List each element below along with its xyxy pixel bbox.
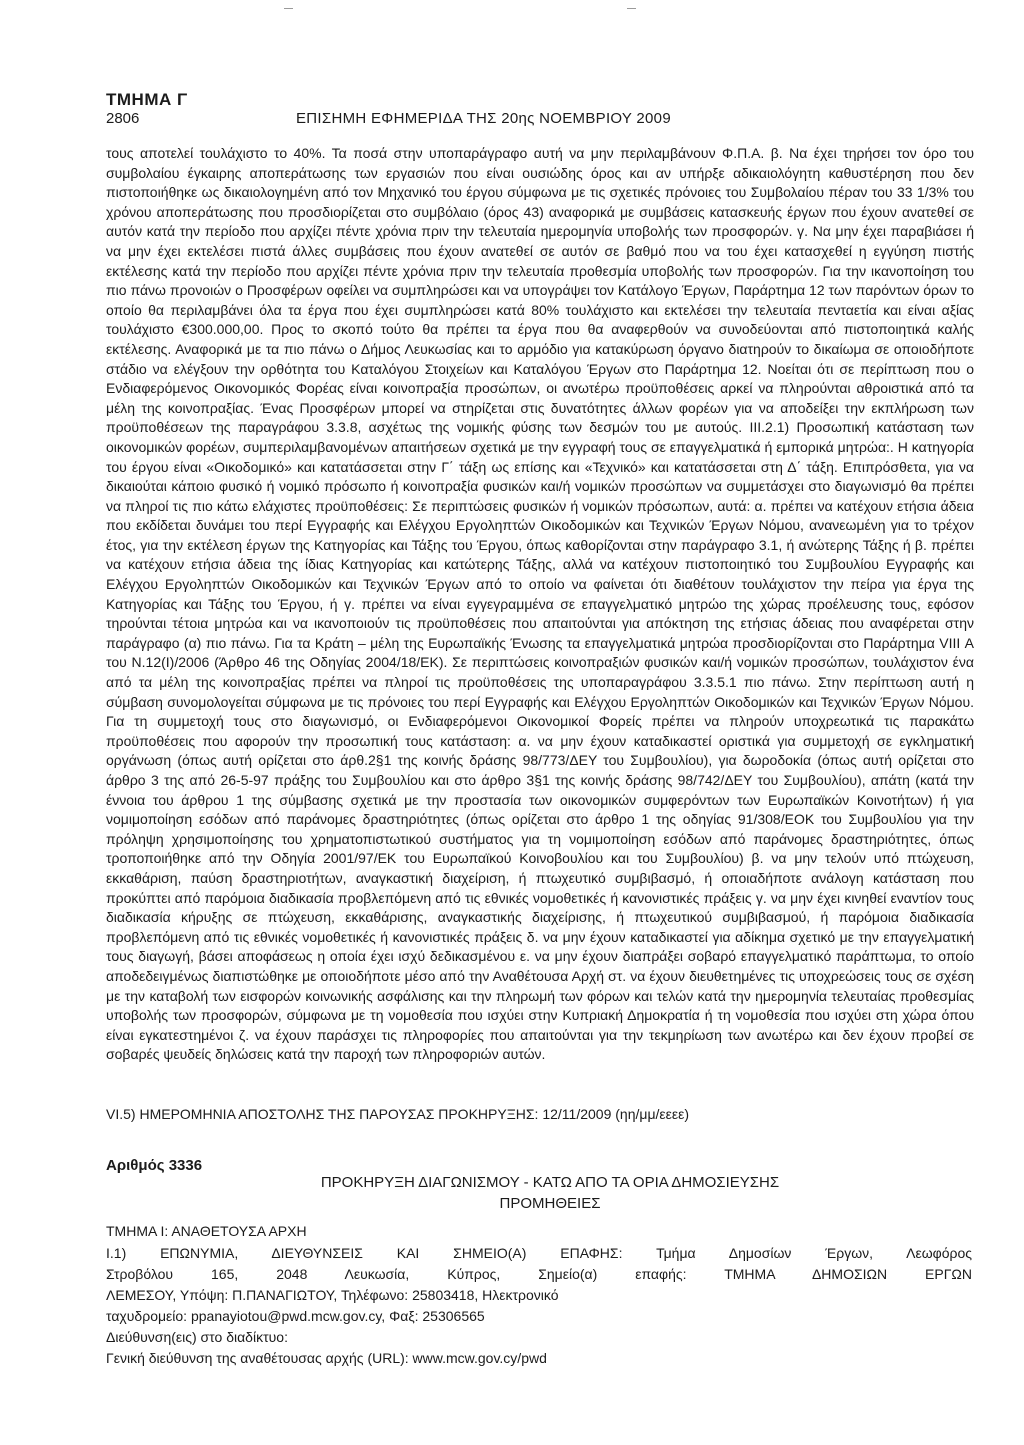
contact-block	[106, 1243, 972, 1369]
contact-line: Γενική διεύθυνση της αναθέτουσας αρχής (URL): www.mcw.gov.cy/pwd	[106, 1350, 547, 1366]
notice-title-line: ΠΡΟΚΗΡΥΞΗ ΔΙΑΓΩΝΙΣΜΟΥ - ΚΑΤΩ ΑΠΟ ΤΑ ΟΡΙΑ ΔΗΜΟΣΙΕΥΣΗΣ	[320, 1174, 780, 1191]
part-heading: ΤΜΗΜΑ Ι: ΑΝΑΘΕΤΟΥΣΑ ΑΡΧΗ	[106, 1223, 307, 1239]
body-paragraph: τους αποτελεί τουλάχιστο το 40%. Τα ποσά στην υποπαράγραφο αυτή να μην περιλαμβάνουν Φ.Π.Α. β. Να έχει τηρήσει τον όρο του συμβολαίου έγκαιρης αποπεράτωσης των εργασιών που είναι ουσιώδης όρος και αν υπήρξε αδικαιολόγητη καθυστέρηση που δεν πιστοποιήθηκε ως δικαιολογημένη από τον Μηχανικό του έργου σύμφωνα με τις σχετικές πρόνοιες του Συμβολαίου πέραν του 33 1/3% του χρόνου αποπεράτωσης που προσδιορίζεται στο συμβόλαιο (όρος 43) αναφορικά με συμβάσεις κατασκευής έργων που έχουν ανατεθεί σε αυτόν κατά την περίοδο που αρχίζει πέντε χρόνια πριν την τελευταία ημερομηνία υποβολής των προσφορών. γ. Να μην έχει παραβιάσει ή να μην έχει εκτελέσει πιστά άλλες συμβάσεις που έχουν ανατεθεί σε αυτόν σε βαθμό που να του έχει κατασχεθεί η εγγύηση πιστής εκτέλεσης κατά την περίοδο που αρχίζει πέντε χρόνια πριν την τελευταία προθεσμία υποβολής των προσφορών. Για την ικανοποίηση του πιο πάνω προνοιών ο Προσφέρων οφείλει να συμπληρώσει και να υπογράψει τον Κατάλογο Έργων, Παράρτημα 12 των παρόντων όρων το οποίο θα περιλαμβάνει όλα τα έργα που έχει συμπληρώσει κατά 80% τουλάχιστο και εκτελέσει την τελευταία πενταετία και είναι αξίας τουλάχιστο €300.000,00. Προς το σκοπό τούτο θα πρέπει τα έργα που θα αναφερθούν να συνοδεύονται από πιστοποιητικά καλής εκτέλεσης. Αναφορικά με τα πιο πάνω ο Δήμος Λευκωσίας και το αρμόδιο για κατακύρωση όργανο διατηρούν το δικαίωμα σε οποιοδήποτε στάδιο να ελέγξουν την ορθότητα του Καταλόγου Στοιχείων και Καταλόγου Έργων στο Παράρτημα 12. Νοείται ότι σε περίπτωση που ο Ενδιαφερόμενος Οικονομικός Φορέας είναι κοινοπραξία προσώπων, οι ανωτέρω προϋποθέσεις αρκεί να πληρούνται αθροιστικά από τα μέλη της κοινοπραξίας. Ένας Προσφέρων μπορεί να στηρίζεται στις δυνατότητες άλλων φορέων για να αποδείξει την εκπλήρωση των προϋποθέσεων της παραγράφου 3.3.8, ασχέτως της νομικής φύσης των δεσμών του με αυτούς. ΙΙΙ.2.1) Προσωπική κατάσταση των οικονομικών φορέων, συμπεριλαμβανομένων απαιτήσεων σχετικά με την εγγραφή τους σε επαγγελματικά ή εμπορικά μητρώα:. Η κατηγορία του έργου είναι «Οικοδομικό» και κατατάσσεται στην Γ΄ τάξη ως επίσης και «Τεχνικό» και κατατάσσεται στη Δ΄ τάξη. Επιπρόσθετα, για να δικαιούται κάποιο φυσικό ή νομικό πρόσωπο ή κοινοπραξία φυσικών και/ή νομικών προσώπων να συμμετάσχει στο διαγωνισμό θα πρέπει να πληροί τις πιο κάτω ελάχιστες προϋποθέσεις: Σε περιπτώσεις φυσικών ή νομικών πρόσωπων, αυτά: α. πρέπει να κατέχουν ετήσια άδεια που εκδίδεται δυνάμει του περί Εγγραφής και Ελέγχου Εργοληπτών Οικοδομικών και Τεχνικών Έργων Νόμου, ανανεωμένη για το τρέχον έτος, για την εκτέλεση έργων της Κατηγορίας και Τάξης του Έργου, όπως καθορίζονται στην παράγραφο 3.1, ή ανώτερης Τάξης ή β. πρέπει να κατέχουν ετήσια άδεια της ίδιας Κατηγορίας και κατώτερης Τάξης, αλλά να κατέχουν πιστοποιητικό του Συμβουλίου Εγγραφής και Ελέγχου Εργοληπτών Οικοδομικών και Τεχνικών Έργων από το οποίο να φαίνεται ότι διαθέτουν τουλάχιστον την πείρα για έργα της Κατηγορίας και Τάξης του Έργου, ή γ. πρέπει να είναι εγγεγραμμένα σε επαγγελματικό μητρώο της χώρας προέλευσης τους, εφόσον τηρούνται τέτοια μητρώα και να ικανοποιούν τις προϋποθέσεις που απαιτούνται για απόκτηση της ετήσιας άδειας που αναφέρεται στην παράγραφο (α) πιο πάνω. Για τα Κράτη – μέλη της Ευρωπαϊκής Ένωσης τα επαγγελματικά μητρώα προσδιορίζονται στο Παράρτημα VIII Α του Ν.12(Ι)/2006 (Άρθρο 46 της Οδηγίας 2004/18/ΕΚ). Σε περιπτώσεις κοινοπραξιών φυσικών και/ή νομικών προσώπων, τουλάχιστον ένα από τα μέλη της κοινοπραξίας πρέπει να πληροί τις προϋποθέσεις της υποπαραγράφου 3.3.5.1 πιο πάνω. Στην περίπτωση αυτή η σύμβαση συνομολογείται σύμφωνα με τις πρόνοιες του περί Εγγραφής και Ελέγχου Εργοληπτών Οικοδομικών και Τεχνικών Έργων Νόμου. Για τη συμμετοχή τους στο διαγωνισμό, οι Ενδιαφερόμενοι Οικονομικοί Φορείς πρέπει να πληρούν υποχρεωτικά τις παρακάτω προϋποθέσεις που αφορούν την προσωπική τους κατάσταση: α. να μην έχουν καταδικαστεί οριστικά για συμμετοχή σε εγκληματική οργάνωση (όπως αυτή ορίζεται στο άρθ.2§1 της κοινής δράσης 98/773/ΔΕΥ του Συμβουλίου), για δωροδοκία (όπως αυτή ορίζεται στο άρθρο 3 της από 26-5-97 πράξης του Συμβουλίου και στο άρθρο 3§1 της κοινής δράσης 98/742/ΔΕΥ του Συμβουλίου), απάτη (κατά την έννοια του άρθρου 1 της σύμβασης σχετικά με την προστασία των οικονομικών συμφερόντων των Ευρωπαϊκών Κοινοτήτων) ή για νομιμοποίηση εσόδων από παράνομες δραστηριότητες (όπως ορίζεται στο άρθρο 1 της οδηγίας 91/308/ΕΟΚ του Συμβουλίου για την πρόληψη χρησιμοποίησης του χρηματοπιστωτικού συστήματος για τη νομιμοποίηση εσόδων από παράνομες δραστηριότητες, όπως τροποποιήθηκε από την Οδηγία 2001/97/ΕΚ του Ευρωπαϊκού Κοινοβουλίου και του Συμβουλίου) β. να μην τελούν υπό πτώχευση, εκκαθάριση, παύση δραστηριοτήτων, αναγκαστική διαχείριση, ή πτωχευτικό συμβιβασμό, ή οποιαδήποτε ανάλογη κατάσταση που προκύπτει από παρόμοια διαδικασία προβλεπόμενη από τις εθνικές νομοθετικές ή κανονιστικές πράξεις γ. να μην έχει κινηθεί εναντίον τους διαδικασία κήρυξης σε πτώχευση, εκκαθάρισης, αναγκαστικής διαχείρισης, ή πτωχευτικού συμβιβασμού, ή παρόμοια διαδικασία προβλεπόμενη από τις εθνικές νομοθετικές ή κανονιστικές πράξεις δ. να μην έχουν καταδικαστεί για αδίκημα σχετικό με την επαγγελματική τους διαγωγή, βάσει αποφάσεως η οποία έχει ισχύ δεδικασμένου ε. να μην έχουν διαπράξει σοβαρό επαγγελματικό παράπτωμα, το οποίο αποδεδειγμένως διαπιστώθηκε με οποιοδήποτε μέσο από την Αναθέτουσα Αρχή στ. να έχουν διευθετημένες τις υποχρεώσεις τους σε σχέση με την καταβολή των εισφορών κοινωνικής ασφάλισης και την πληρωμή των φόρων και τελών κατά την ημερομηνία τελευταίας προθεσμίας υποβολής των προσφορών, σύμφωνα με τη νομοθεσία που ισχύει στην Κυπριακή Δημοκρατία ή τη νομοθεσία που ισχύει στη χώρα όπου είναι εγκατεστημένοι ζ. να έχουν παράσχει τις πληροφορίες που απαιτούνται για την τεκμηρίωση των ανωτέρω και δεν έχουν προβεί σε σοβαρές ψευδείς δηλώσεις κατά την παροχή των πληροφοριών αυτών.	[106, 145, 974, 1063]
notice-number: Αριθμός 3336	[106, 1157, 203, 1174]
contact-line: ΛΕΜΕΣΟΥ, Υπόψη: Π.ΠΑΝΑΓΙΩΤΟΥ, Τηλέφωνο: 25803418, Ηλεκτρονικό	[106, 1287, 559, 1303]
contact-line: ταχυδρομείο: ppanayiotou@pwd.mcw.gov.cy, Φαξ: 25306565	[106, 1308, 485, 1324]
contact-line: Ι.1) ΕΠΩΝΥΜΙΑ, ΔΙΕΥΘΥΝΣΕΙΣ ΚΑΙ ΣΗΜΕΙΟ(Α) ΕΠΑΦΗΣ: Τμήμα Δημοσίων Έργων, Λεωφόρος	[106, 1245, 972, 1261]
contact-line: Στροβόλου 165, 2048 Λευκωσία, Κύπρος, Σημείο(α) επαφής: ΤΜΗΜΑ ΔΗΜΟΣΙΩΝ ΕΡΓΩΝ	[106, 1266, 972, 1282]
running-head: ΕΠΙΣΗΜΗ ΕΦΗΜΕΡΙΔΑ ΤΗΣ 20ης ΝΟΕΜΒΡΙΟΥ 2009	[296, 110, 671, 127]
scan-mark-left	[284, 8, 293, 9]
page-number: 2806	[106, 110, 140, 127]
scan-mark-right	[627, 8, 636, 9]
notice-subtitle-line: ΠΡΟΜΗΘΕΙΕΣ	[499, 1195, 601, 1212]
dispatch-date-line: VI.5) ΗΜΕΡΟΜΗΝΙΑ ΑΠΟΣΤΟΛΗΣ ΤΗΣ ΠΑΡΟΥΣΑΣ ΠΡΟΚΗΡΥΞΗΣ: 12/11/2009 (ηη/μμ/εεεε)	[106, 1106, 690, 1122]
notice-title	[250, 1172, 850, 1214]
page-header	[106, 110, 916, 132]
section-title: ΤΜΗΜΑ Γ	[106, 90, 188, 109]
contact-line: Διεύθυνση(εις) στο διαδίκτυο:	[106, 1329, 288, 1345]
